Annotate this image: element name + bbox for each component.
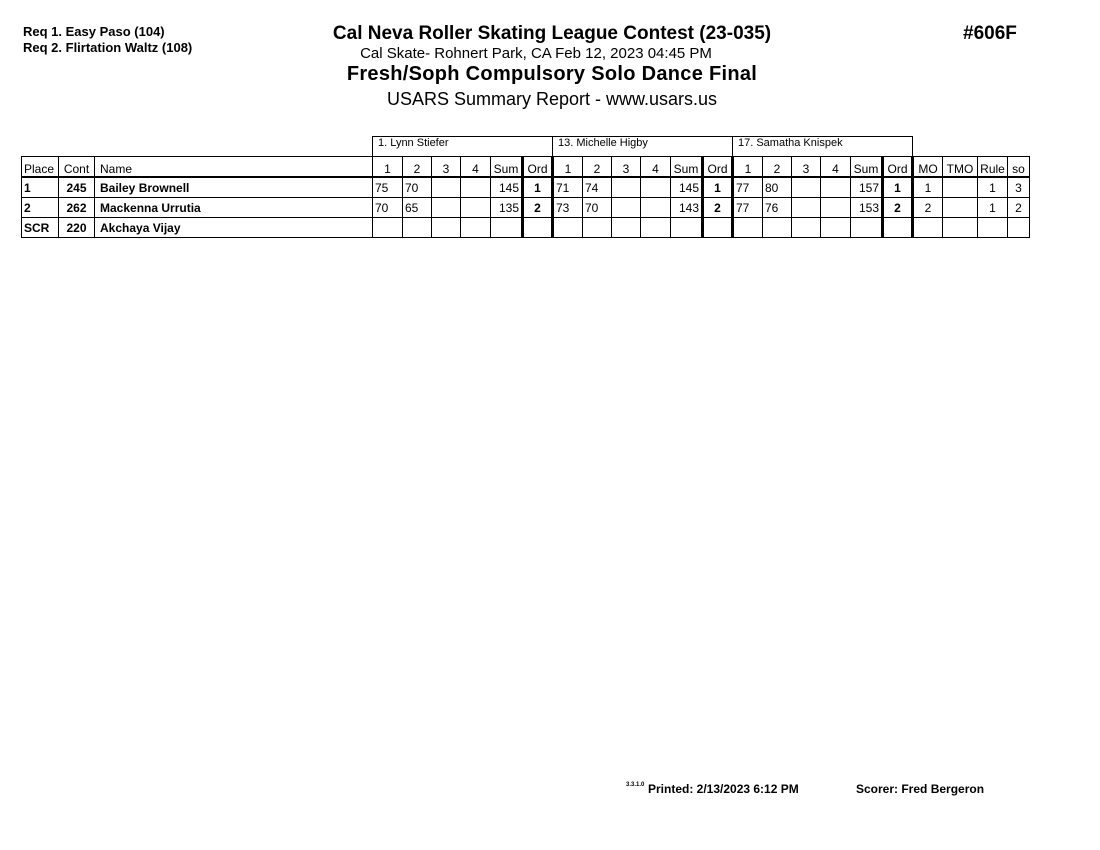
venue-datetime: Cal Skate- Rohnert Park, CA Feb 12, 2023 04:45 PM: [360, 45, 712, 62]
cont-cell: 245: [59, 177, 95, 198]
table-row: [22, 218, 1030, 238]
tmo-cell: [943, 198, 978, 218]
col-j3-s2: 2: [763, 157, 792, 178]
place-cell: 1: [22, 177, 59, 198]
rule-cell: [978, 218, 1008, 238]
ordinal-cell: 1: [703, 177, 733, 198]
mo-cell: [913, 218, 943, 238]
requirement-1: Req 1. Easy Paso (104): [23, 24, 165, 39]
col-so: so: [1008, 157, 1030, 178]
score-2-cell: [763, 218, 792, 238]
score-1-cell: 75: [373, 177, 403, 198]
software-version: 3.3.1.0: [626, 782, 645, 788]
score-1-cell: [553, 218, 583, 238]
col-j2-s4: 4: [641, 157, 671, 178]
score-3-cell: [432, 177, 461, 198]
col-j3-s3: 3: [792, 157, 821, 178]
score-2-cell: 74: [583, 177, 612, 198]
cont-cell: 220: [59, 218, 95, 238]
so-cell: 3: [1008, 177, 1030, 198]
col-j3-s4: 4: [821, 157, 851, 178]
requirement-2: Req 2. Flirtation Waltz (108): [23, 40, 193, 55]
score-4-cell: [821, 177, 851, 198]
score-1-cell: [373, 218, 403, 238]
sum-cell: [671, 218, 703, 238]
place-cell: 2: [22, 198, 59, 218]
score-4-cell: [821, 198, 851, 218]
sum-cell: [491, 218, 523, 238]
col-j3-s1: 1: [733, 157, 763, 178]
col-j2-ord: Ord: [703, 157, 733, 178]
score-1-cell: [733, 218, 763, 238]
sum-cell: 135: [491, 198, 523, 218]
ordinal-cell: 2: [523, 198, 553, 218]
judge-3-name: 17. Samatha Knispek: [733, 137, 913, 157]
cont-cell: 262: [59, 198, 95, 218]
col-j1-ord: Ord: [523, 157, 553, 178]
col-place: Place: [22, 157, 59, 178]
printed-timestamp: Printed: 2/13/2023 6:12 PM: [648, 782, 799, 796]
score-2-cell: [583, 218, 612, 238]
score-4-cell: [821, 218, 851, 238]
score-3-cell: [612, 198, 641, 218]
column-header-row: [22, 157, 1030, 178]
event-number: #606F: [963, 23, 1017, 44]
score-4-cell: [461, 198, 491, 218]
report-subtitle: USARS Summary Report - www.usars.us: [386, 89, 718, 109]
score-4-cell: [461, 177, 491, 198]
score-4-cell: [641, 218, 671, 238]
col-j2-s3: 3: [612, 157, 641, 178]
so-cell: 2: [1008, 198, 1030, 218]
results-table: [21, 136, 1030, 238]
skater-name-cell: Mackenna Urrutia: [95, 198, 373, 218]
contest-title: Cal Neva Roller Skating League Contest (23-035): [332, 23, 772, 44]
sum-cell: [851, 218, 883, 238]
sum-cell: 153: [851, 198, 883, 218]
score-1-cell: 70: [373, 198, 403, 218]
tmo-cell: [943, 218, 978, 238]
col-j1-s1: 1: [373, 157, 403, 178]
score-2-cell: 76: [763, 198, 792, 218]
col-name: Name: [95, 157, 373, 178]
event-title: Fresh/Soph Compulsory Solo Dance Final: [346, 63, 758, 85]
mo-cell: 2: [913, 198, 943, 218]
score-2-cell: 70: [403, 177, 432, 198]
table-row: [22, 177, 1030, 198]
judge-1-name: 1. Lynn Stiefer: [373, 137, 553, 157]
scorer-name: Scorer: Fred Bergeron: [856, 782, 985, 796]
sum-cell: 143: [671, 198, 703, 218]
score-3-cell: [612, 177, 641, 198]
score-1-cell: 77: [733, 198, 763, 218]
score-2-cell: 70: [583, 198, 612, 218]
col-j1-s2: 2: [403, 157, 432, 178]
col-j2-s1: 1: [553, 157, 583, 178]
col-j2-sum: Sum: [671, 157, 703, 178]
col-tmo: TMO: [943, 157, 978, 178]
sum-cell: 157: [851, 177, 883, 198]
score-3-cell: [792, 177, 821, 198]
col-j1-s4: 4: [461, 157, 491, 178]
sum-cell: 145: [671, 177, 703, 198]
col-j1-sum: Sum: [491, 157, 523, 178]
score-4-cell: [641, 198, 671, 218]
results-body: [22, 177, 1030, 238]
score-3-cell: [612, 218, 641, 238]
ordinal-cell: 1: [523, 177, 553, 198]
score-3-cell: [792, 218, 821, 238]
ordinal-cell: [523, 218, 553, 238]
col-j3-sum: Sum: [851, 157, 883, 178]
mo-cell: 1: [913, 177, 943, 198]
so-cell: [1008, 218, 1030, 238]
score-3-cell: [432, 198, 461, 218]
ordinal-cell: 2: [703, 198, 733, 218]
col-mo: MO: [913, 157, 943, 178]
ordinal-cell: [883, 218, 913, 238]
rule-cell: 1: [978, 198, 1008, 218]
judge-2-name: 13. Michelle Higby: [553, 137, 733, 157]
skater-name-cell: Akchaya Vijay: [95, 218, 373, 238]
col-j3-ord: Ord: [883, 157, 913, 178]
score-2-cell: [403, 218, 432, 238]
table-row: [22, 198, 1030, 218]
rule-cell: 1: [978, 177, 1008, 198]
ordinal-cell: 2: [883, 198, 913, 218]
place-cell: SCR: [22, 218, 59, 238]
score-1-cell: 77: [733, 177, 763, 198]
col-j2-s2: 2: [583, 157, 612, 178]
tmo-cell: [943, 177, 978, 198]
skater-name-cell: Bailey Brownell: [95, 177, 373, 198]
judge-header-row: [22, 137, 1030, 157]
score-4-cell: [461, 218, 491, 238]
score-4-cell: [641, 177, 671, 198]
score-2-cell: 80: [763, 177, 792, 198]
col-cont: Cont: [59, 157, 95, 178]
score-3-cell: [792, 198, 821, 218]
score-1-cell: 73: [553, 198, 583, 218]
sum-cell: 145: [491, 177, 523, 198]
score-3-cell: [432, 218, 461, 238]
ordinal-cell: 1: [883, 177, 913, 198]
score-1-cell: 71: [553, 177, 583, 198]
score-2-cell: 65: [403, 198, 432, 218]
col-j1-s3: 3: [432, 157, 461, 178]
col-rule: Rule: [978, 157, 1008, 178]
ordinal-cell: [703, 218, 733, 238]
